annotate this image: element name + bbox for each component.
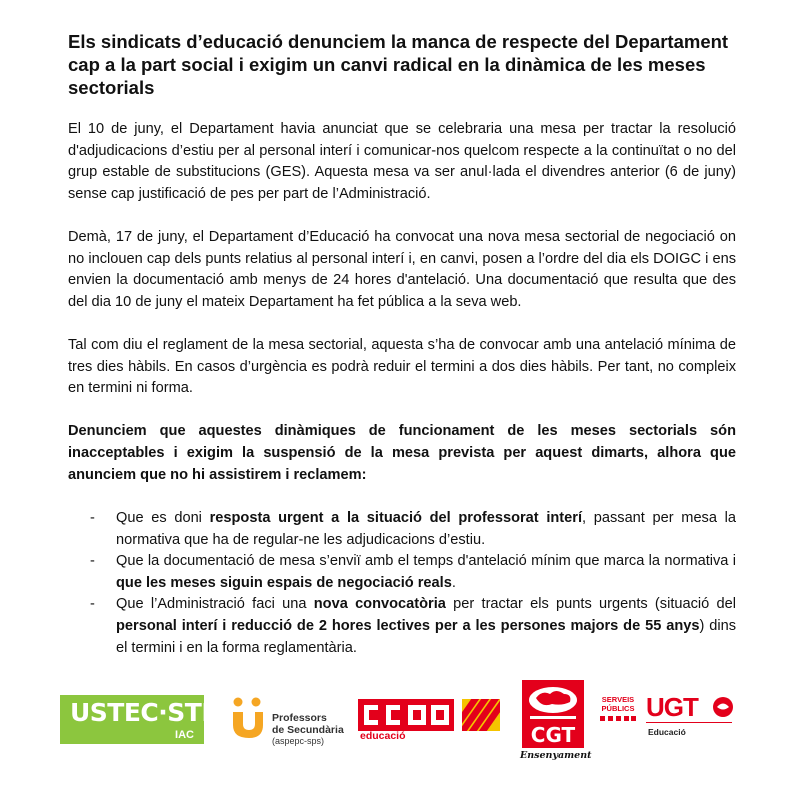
bullet-dash: - <box>90 510 95 527</box>
ugt-logo-name: UGT <box>646 692 698 722</box>
ccoo-logo-sub: educació <box>360 730 406 742</box>
demand-text: Que la documentació de mesa s’enviï amb el temps d'antelació mínim que marca la normativa i <box>116 553 736 570</box>
document <box>68 30 736 659</box>
cgt-logo-sub: Ensenyament <box>520 750 592 761</box>
demand-text: , passant per mesa la normativa que ha de regular-ne les adjudicacions d’estiu. <box>116 510 736 548</box>
catalan-flag-icon <box>462 699 500 731</box>
list-item <box>68 551 736 594</box>
ustec-logo-name: USTEC·STEs <box>70 698 233 727</box>
ugt-divider <box>646 722 732 723</box>
bold-paragraph: Denunciem que aquestes dinàmiques de funcionament de les meses sectorials són inacceptables i exigim la suspensió de la mesa prevista per aquest dimarts, alhora que anunciem que no hi assistirem i reclamem: <box>68 423 736 483</box>
cgt-logo <box>520 680 592 764</box>
ccoo-logo <box>358 699 501 745</box>
ugt-logo-sub: Educació <box>648 727 686 737</box>
professors-line-2: de Secundària <box>272 724 344 736</box>
professors-line-3: (aspepc-sps) <box>272 736 325 746</box>
union-logos <box>0 676 802 776</box>
bullet-dash: - <box>90 596 95 613</box>
ugt-dots-icon <box>600 716 636 722</box>
bullet-dash: - <box>90 553 95 570</box>
paragraph-1: El 10 de juny, el Departament havia anunciat que se celebraria una mesa per tractar la resolució d'adjudicacions d’estiu per al personal interí i comunicar-nos quelcom respecte a la continuïtat o no del grup estable de substitucions (GES). Aquesta mesa va ser anul·lada el divendres anterior (6 de juny) sense cap justificació de pes per part de l’Administració. <box>68 121 736 202</box>
demand-bold: resposta urgent a la situació del professorat interí <box>209 510 583 527</box>
list-item <box>68 508 736 551</box>
demand-text: Que l’Administració faci una <box>116 596 314 613</box>
paragraph-3: Tal com diu el reglament de la mesa sectorial, aquesta s’ha de convocar amb una antelació mínima de tres dies hàbils. En casos d’urgència es podrà reduir el termini a dos dies hàbils. Per tant, no compleix en termini ni forma. <box>68 336 736 397</box>
demand-text: ) dins el termini i en la forma reglamentària. <box>116 618 737 656</box>
ustec-logo-sub: IAC <box>175 729 194 741</box>
ugt-rose-icon <box>712 696 734 718</box>
ccoo-letters-icon <box>358 699 454 731</box>
demand-bold: que les meses siguin espais de negociació reals <box>116 574 452 591</box>
cgt-logo-name: CGT <box>530 723 576 747</box>
demands-list <box>68 508 736 659</box>
ugt-serveis-text: SERVEIS PÚBLICS <box>601 695 635 713</box>
document-title: Els sindicats d’educació denunciem la manca de respecte del Departament cap a la part social i exigim un canvi radical en la dinàmica de les meses sectorials <box>68 31 729 98</box>
demand-text: Que es doni <box>116 510 210 527</box>
demand-bold: nova convocatòria <box>313 596 446 613</box>
professors-logo-text <box>272 712 344 736</box>
ccoo-wordmark <box>358 699 454 731</box>
cgt-fist-icon <box>522 680 584 750</box>
professors-mark-icon <box>228 696 268 742</box>
professors-secundaria-logo <box>228 696 358 746</box>
list-item <box>68 594 736 659</box>
paragraph-2: Demà, 17 de juny, el Departament d’Educació ha convocat una nova mesa sectorial de negociació on no inclouen cap dels punts relatius al personal interí i, en canvi, posen a l’ordre del dia els DOIGC i ens envien la documentació amb menys de 24 hores d'antelació. Una documentació que resulta que des del dia 10 de juny el mateix Departament ha fet pública a la seva web. <box>68 228 736 310</box>
demand-text: . <box>451 574 456 591</box>
ugt-logo <box>598 694 738 750</box>
professors-line-1: Professors <box>272 712 327 724</box>
demand-text: per tractar els punts urgents (situació del <box>445 596 737 613</box>
ustec-stes-logo <box>60 695 233 744</box>
demand-bold: personal interí i reducció de 2 hores lectives per a les persones majors de 55 anys <box>116 618 700 635</box>
